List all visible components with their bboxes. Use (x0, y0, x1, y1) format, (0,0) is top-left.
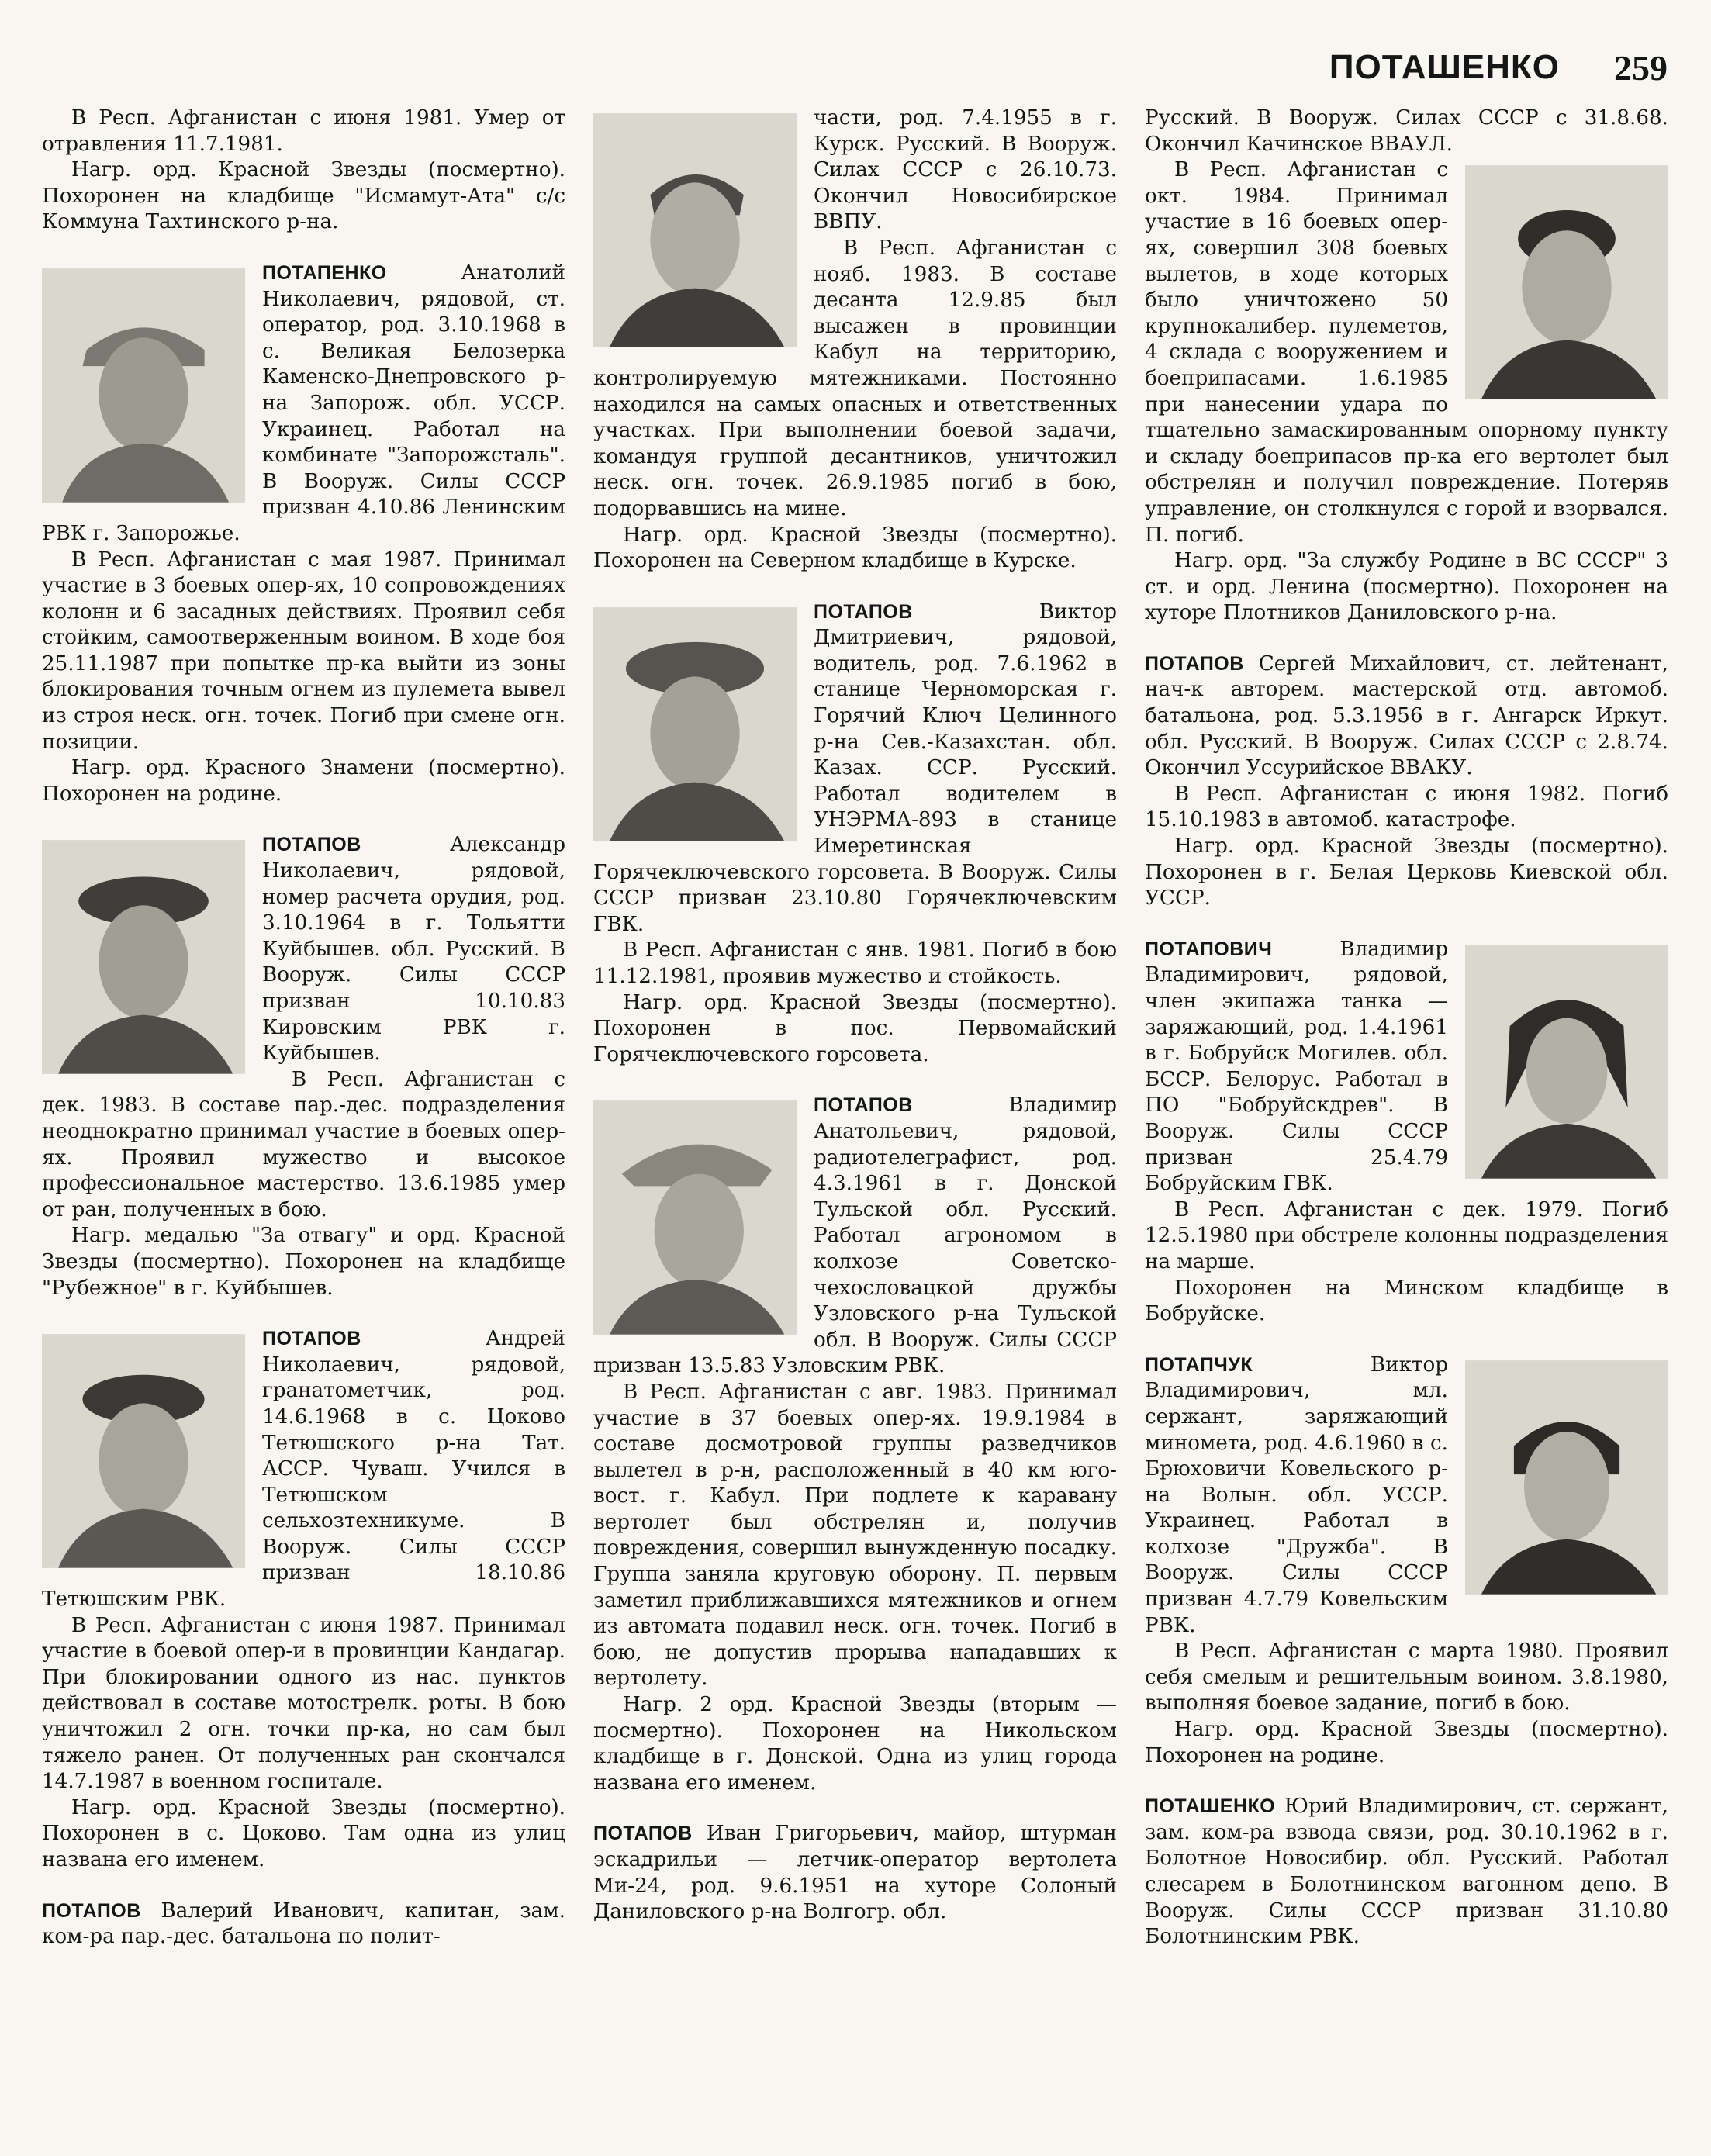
portrait-photo (1465, 1360, 1668, 1595)
entry-surname: ПОТАШЕНКО (1145, 1795, 1276, 1818)
entry-continuation (42, 105, 565, 236)
entry-text: Иван Григорьевич, майор, штурман эскадрильи — летчик-оператор вертолета Ми-24, род. 9.6.1951 на хуторе Солоный Даниловского р-на Волгогр. обл. (593, 1822, 1117, 1924)
entry-surname: ПОТАПОВ (262, 834, 361, 856)
paragraph: В Респ. Афганистан с дек. 1983. В составе пар.-дес. подразделения неоднократно принимал участие в боевых опер-ях. Проявил мужество и высокое профессиональное мастерство. 13.6.1985 умер от ран, полученных в бою. (42, 1067, 565, 1221)
paragraph (1145, 157, 1668, 548)
entry-text: Сергей Михайлович, ст. лейтенант, нач-к авторем. мастерской отд. автомоб. батальона, род. 5.3.1956 в г. Ангарск Иркут. обл. Русский. В Вооруж. Силах СССР с 2.8.74. Окончил Уссурийское ВВАКУ. (1145, 651, 1668, 780)
entry-intro (42, 1326, 565, 1613)
paragraph: В Респ. Афганистан с янв. 1981. Погиб в бою 11.12.1981, проявив мужество и стойкость. (593, 938, 1117, 988)
entry-potapchuk (1145, 1353, 1668, 1770)
entry-intro (593, 1821, 1117, 1925)
paragraph: В Респ. Афганистан с дек. 1979. Погиб 12.5.1980 при обстреле колонны подразделения на марше. (1145, 1197, 1668, 1273)
entry-surname: ПОТАПОВ (262, 1328, 361, 1350)
portrait-photo (42, 1334, 245, 1568)
entry-text: Валерий Иванович, капитан, зам. ком-ра пар.-дес. батальона по полит- (42, 1899, 565, 1949)
paragraph: Нагр. орд. Красной Звезды (посмертно). Похоронен на Северном кладбище в Курске. (593, 523, 1117, 573)
column-3 (1145, 105, 1668, 2130)
entry-potapov-sergey (1145, 651, 1668, 912)
portrait-photo (42, 840, 245, 1074)
paragraph: В Респ. Афганистан с авг. 1983. Принимал участие в 37 боевых опер-ях. 19.9.1984 в составе досмотровой группы разведчиков вылетел в р-н, расположенный в 40 км юго-вост. г. Кабул. При подлете к каравану вертолет был обстрелян и, получив повреждения, совершил вынужденную посадку. Группа заняла круговую оборону. П. первым заметил приближавшихся мятежников и огнем из автомата подавил неск. огн. точек. Погиб в бою, не допустив прорыва нападавших к вертолету. (593, 1380, 1117, 1691)
entry-surname: ПОТАПЕНКО (262, 261, 387, 284)
portrait-photo (593, 113, 797, 347)
paragraph: Нагр. 2 орд. Красной Звезды (вторым — посмертно). Похоронен на Никольском кладбище в г. Донской. Одна из улиц города названа его именем. (593, 1693, 1117, 1795)
entry-surname: ПОТАПОВ (42, 1899, 141, 1922)
paragraph: В Респ. Афганистан с мая 1987. Принимал участие в 3 боевых опер-ях, 10 сопровождениях колонн и 6 засадных действиях. Проявил себя стойким, самоотверженным воином. В ходе боя 25.11.1987 при попытке пр-ка выйти из зоны блокирования точным огнем из пулемета вывел из строя неск. огн. точек. Погиб при смене огн. позиции. (42, 548, 565, 754)
portrait-photo (42, 268, 245, 503)
paragraph: Нагр. орд. Красной Звезды (посмертно). Похоронен в пос. Первомайский Горячеключевского горсовета. (593, 990, 1117, 1066)
entry-text: Анатолий Николаевич, рядовой, ст. оператор, род. 3.10.1968 в с. Великая Белозерка Каменско-Днепровского р-на Запорож. обл. УССР. Украинец. Работал на комбинате "Запорожсталь". В Вооруж. Силы СССР призван 4.10.86 Ленинским РВК г. Запорожье. (42, 261, 565, 545)
entry-text: части, род. 7.4.1955 в г. Курск. Русский. В Вооруж. Силах СССР с 26.10.73. Окончил Новосибирское ВВПУ. (814, 106, 1117, 234)
entry-text: Юрий Владимирович, ст. сержант, зам. ком-ра взвода связи, род. 30.10.1962 в г. Болотное Новосибир. обл. Русский. Работал слесарем в Болотнинском вагонном депо. В Вооруж. Силы СССР призван 31.10.80 Болотнинским РВК. (1145, 1795, 1668, 1949)
entry-intro (42, 1899, 565, 1950)
paragraph: В Респ. Афганистан с июня 1982. Погиб 15.10.1983 в автомоб. катастрофе. (1145, 782, 1668, 832)
paragraph: Нагр. орд. Красной Звезды (посмертно). Похоронен на кладбище "Исмамут-Ата" с/с Коммуна Тахтинского р-на. (42, 158, 565, 234)
entry-potapov-andrey (42, 1326, 565, 1873)
paragraph: В Респ. Афганистан с июня 1987. Принимал участие в боевой опер-и в провинции Кандагар. При блокировании одного из нас. пунктов действовал в составе мотострелк. роты. В бою уничтожил 2 огн. точки пр-ка, но сам был тяжело ранен. От полученных ран скончался 14.7.1987 в военном госпитале. (42, 1613, 565, 1794)
paragraph (593, 105, 1117, 236)
entry-intro (593, 1093, 1117, 1380)
entry-potapov-valeriy-cont (593, 105, 1117, 575)
entry-surname: ПОТАПОВ (814, 1094, 913, 1117)
running-head: ПОТАШЕНКО (1329, 48, 1560, 86)
page-number: 259 (1614, 47, 1668, 88)
paragraph: В Респ. Афганистан с июня 1981. Умер от отравления 11.7.1981. (42, 106, 565, 156)
entry-text: Владимир Анатольевич, рядовой, радиотелеграфист, род. 4.3.1961 в г. Донской Тульской обл. Русский. Работал агрономом в колхозе Советско-чехословацкой дружбы Узловского р-на Тульской обл. В Вооруж. Силы СССР призван 13.5.83 Узловским РВК. (593, 1094, 1117, 1378)
column-1 (42, 105, 565, 2130)
entry-potapov-alexandr (42, 832, 565, 1301)
entry-text: Виктор Владимирович, мл. сержант, заряжающий миномета, род. 4.6.1960 в с. Брюховичи Ковельского р-на Волын. обл. УССР. Украинец. Работал в колхозе "Дружба". В Вооруж. Силы СССР призван 4.7.79 Ковельским РВК. (1145, 1353, 1448, 1637)
entry-intro (42, 261, 565, 548)
paragraph: В Респ. Афганистан с марта 1980. Проявил себя смелым и решительным воином. 3.8.1980, выполняя боевое задание, погиб в бою. (1145, 1639, 1668, 1715)
entry-potapovich (1145, 937, 1668, 1328)
entry-potashenko (1145, 1794, 1668, 1950)
entry-text: В Респ. Афганистан с окт. 1984. Принимал участие в 16 боевых опер-ях, совершил 308 боевых вылетов, в ходе которых было уничтожено 50 крупнокалибер. пулеметов, 4 склада с вооружением и боеприпасами. 1.6.1985 при нанесении удара по тщательно замаскированным опорному пункту и складу боеприпасов пр-ка его вертолет был обстрелян и получил повреждение. Потеряв управление, он столкнулся с горой и взорвался. П. погиб. (1145, 158, 1668, 547)
paragraph: Русский. В Вооруж. Силах СССР с 31.8.68. Окончил Качинское ВВАУЛ. (1145, 106, 1668, 156)
entry-intro (593, 599, 1117, 938)
entry-potapov-valeriy (42, 1899, 565, 1950)
running-header (43, 40, 1668, 95)
paragraph: Нагр. орд. Красной Звезды (посмертно). Похоронен в г. Белая Церковь Киевской обл. УССР. (1145, 834, 1668, 910)
entry-intro (1145, 1353, 1668, 1639)
entry-text: Александр Николаевич, рядовой, номер расчета орудия, род. 3.10.1964 в г. Тольятти Куйбышев. обл. Русский. В Вооруж. Силы СССР призван 10.10.83 Кировским РВК г. Куйбышев. (262, 833, 565, 1066)
paragraph: Нагр. орд. Красной Звезды (посмертно). Похоронен в с. Цоково. Там одна из улиц названа его именем. (42, 1795, 565, 1871)
entry-potapenko (42, 261, 565, 807)
paragraph: Нагр. орд. Красной Звезды (посмертно). Похоронен на родине. (1145, 1718, 1668, 1767)
paragraph: Нагр. медалью "За отвагу" и орд. Красной Звезды (посмертно). Похоронен на кладбище "Рубежное" в г. Куйбышев. (42, 1224, 565, 1300)
entry-intro (1145, 1794, 1668, 1950)
entry-text: Андрей Николаевич, рядовой, гранатометчик, род. 14.6.1968 в с. Цоково Тетюшского р-на Тат. АССР. Чуваш. Учился в Тетюшском сельхозтехникуме. В Вооруж. Силы СССР призван 18.10.86 Тетюшским РВК. (42, 1327, 565, 1612)
entry-text: Виктор Дмитриевич, рядовой, водитель, род. 7.6.1962 в станице Черноморская г. Горячий Ключ Целинного р-на Сев.-Казахстан. обл. Казах. ССР. Русский. Работал водителем в УНЭРМА-893 в станице Имеретинская Горячеключевского горсовета. В Вооруж. Силы СССР призван 23.10.80 Горячеключевским ГВК. (593, 599, 1117, 936)
column-2 (593, 105, 1117, 2130)
portrait-photo (593, 607, 797, 841)
entry-surname: ПОТАПЧУК (1145, 1353, 1253, 1376)
portrait-photo (593, 1100, 797, 1335)
paragraph: Похоронен на Минском кладбище в Бобруйске. (1145, 1276, 1668, 1326)
entry-surname: ПОТАПОВ (593, 1823, 693, 1845)
entry-potapov-ivan-cont (1145, 105, 1668, 627)
entry-potapov-viktor (593, 599, 1117, 1069)
paragraph: Нагр. орд. Красного Знамени (посмертно). Похоронен на родине. (42, 756, 565, 806)
text-columns (42, 105, 1669, 2130)
portrait-photo (1465, 165, 1668, 399)
entry-intro (1145, 651, 1668, 782)
entry-surname: ПОТАПОВ (1145, 652, 1244, 675)
entry-surname: ПОТАПОВ (814, 600, 913, 623)
entry-intro (42, 832, 565, 1066)
entry-intro (1145, 937, 1668, 1197)
paragraph: Нагр. орд. "За службу Родине в ВС СССР" 3 ст. и орд. Ленина (посмертно). Похоронен на хуторе Плотников Даниловского р-на. (1145, 549, 1668, 625)
portrait-photo (1465, 945, 1668, 1179)
entry-potapov-ivan (593, 1821, 1117, 1925)
paragraph: В Респ. Афганистан с нояб. 1983. В составе десанта 12.9.85 был высажен в провинции Кабул на территорию, контролируемую мятежниками. Постоянно находился на самых опасных и ответственных участках. При выполнении боевой задачи, командуя группой десантников, уничтожил неск. огн. точек. 26.9.1985 погиб в бою, подорвавшись на мине. (593, 236, 1117, 520)
entry-text: Владимир Владимирович, рядовой, член экипажа танка —заряжающий, род. 1.4.1961 в г. Бобруйск Могилев. обл. БССР. Белорус. Работал в ПО "Бобруйскдрев". В Вооруж. Силы СССР призван 25.4.79 Бобруйским ГВК. (1145, 937, 1448, 1196)
entry-potapov-vladimir (593, 1093, 1117, 1796)
entry-surname: ПОТАПОВИЧ (1145, 938, 1273, 960)
